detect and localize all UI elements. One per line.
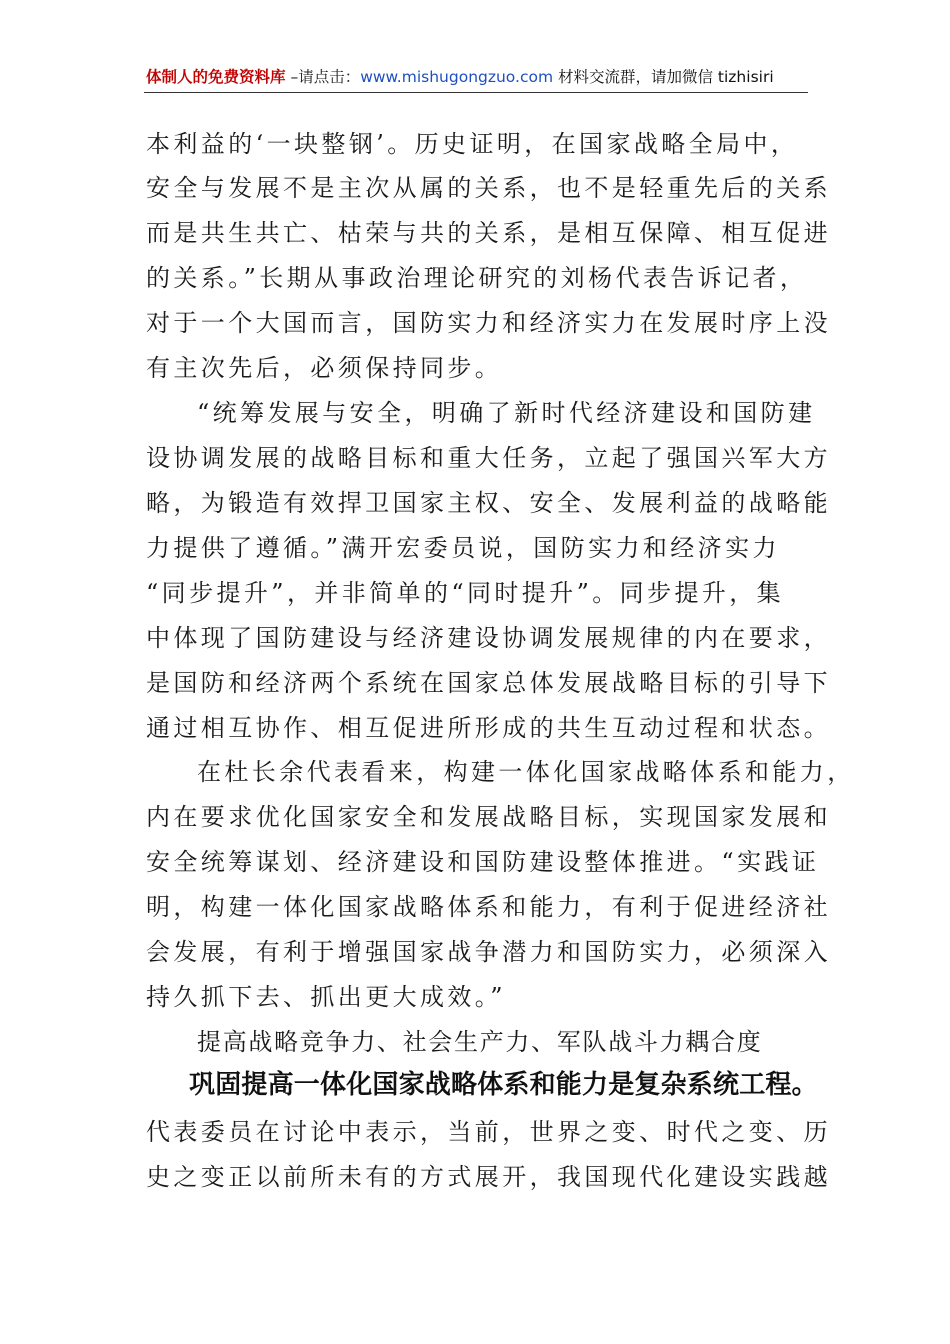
text-line: 的关系。”长期从事政治理论研究的刘杨代表告诉记者，	[146, 264, 808, 292]
header-note: 材料交流群，请加微信 tizhisiri	[553, 68, 774, 86]
text-line: 设协调发展的战略目标和重大任务，立起了强国兴军大方	[146, 444, 831, 472]
text-line: “统筹发展与安全，明确了新时代经济建设和国防建	[197, 399, 816, 427]
text-line: 中体现了国防建设与经济建设协调发展规律的内在要求，	[146, 624, 831, 652]
header-prompt: –请点击：	[285, 68, 361, 86]
text-line: 内在要求优化国家安全和发展战略目标，实现国家发展和	[146, 803, 831, 831]
text-line: 持久抓下去、抓出更大成效。”	[146, 983, 506, 1011]
header-divider	[144, 92, 808, 93]
text-line: 安全与发展不是主次从属的关系，也不是轻重先后的关系	[146, 174, 831, 202]
text-line: 有主次先后，必须保持同步。	[146, 354, 503, 382]
bold-lead-sentence: 巩固提高一体化国家战略体系和能力是复杂系统工程。	[189, 1070, 818, 1100]
text-line: 本利益的‘一块整钢’。历史证明，在国家战略全局中，	[146, 130, 799, 158]
text-line: 在杜长余代表看来，构建一体化国家战略体系和能力，	[197, 758, 855, 786]
text-line: 略，为锻造有效捍卫国家主权、安全、发展利益的战略能	[146, 489, 831, 517]
section-subheading: 提高战略竞争力、社会生产力、军队战斗力耦合度	[197, 1028, 763, 1056]
text-line: 明，构建一体化国家战略体系和能力，有利于促进经济社	[146, 893, 831, 921]
header-site-name: 体制人的免费资料库	[146, 68, 286, 86]
text-line: 通过相互协作、相互促进所形成的共生互动过程和状态。	[146, 714, 831, 742]
text-line: 对于一个大国而言，国防实力和经济实力在发展时序上没	[146, 309, 831, 337]
text-line: 力提供了遵循。”满开宏委员说，国防实力和经济实力	[146, 534, 780, 562]
text-line: 代表委员在讨论中表示，当前，世界之变、时代之变、历	[146, 1118, 831, 1146]
text-line: 安全统筹谋划、经济建设和国防建设整体推进。“实践证	[146, 848, 820, 876]
text-line: “同步提升”，并非简单的“同时提升”。同步提升，集	[146, 579, 785, 607]
text-line: 史之变正以前所未有的方式展开，我国现代化建设实践越	[146, 1163, 831, 1191]
text-line: 而是共生共亡、枯荣与共的关系，是相互保障、相互促进	[146, 219, 831, 247]
header-url-link[interactable]: www.mishugongzuo.com	[360, 68, 554, 86]
text-line: 会发展，有利于增强国家战争潜力和国防实力，必须深入	[146, 938, 831, 966]
page-header	[146, 66, 808, 88]
text-line: 是国防和经济两个系统在国家总体发展战略目标的引导下	[146, 669, 831, 697]
